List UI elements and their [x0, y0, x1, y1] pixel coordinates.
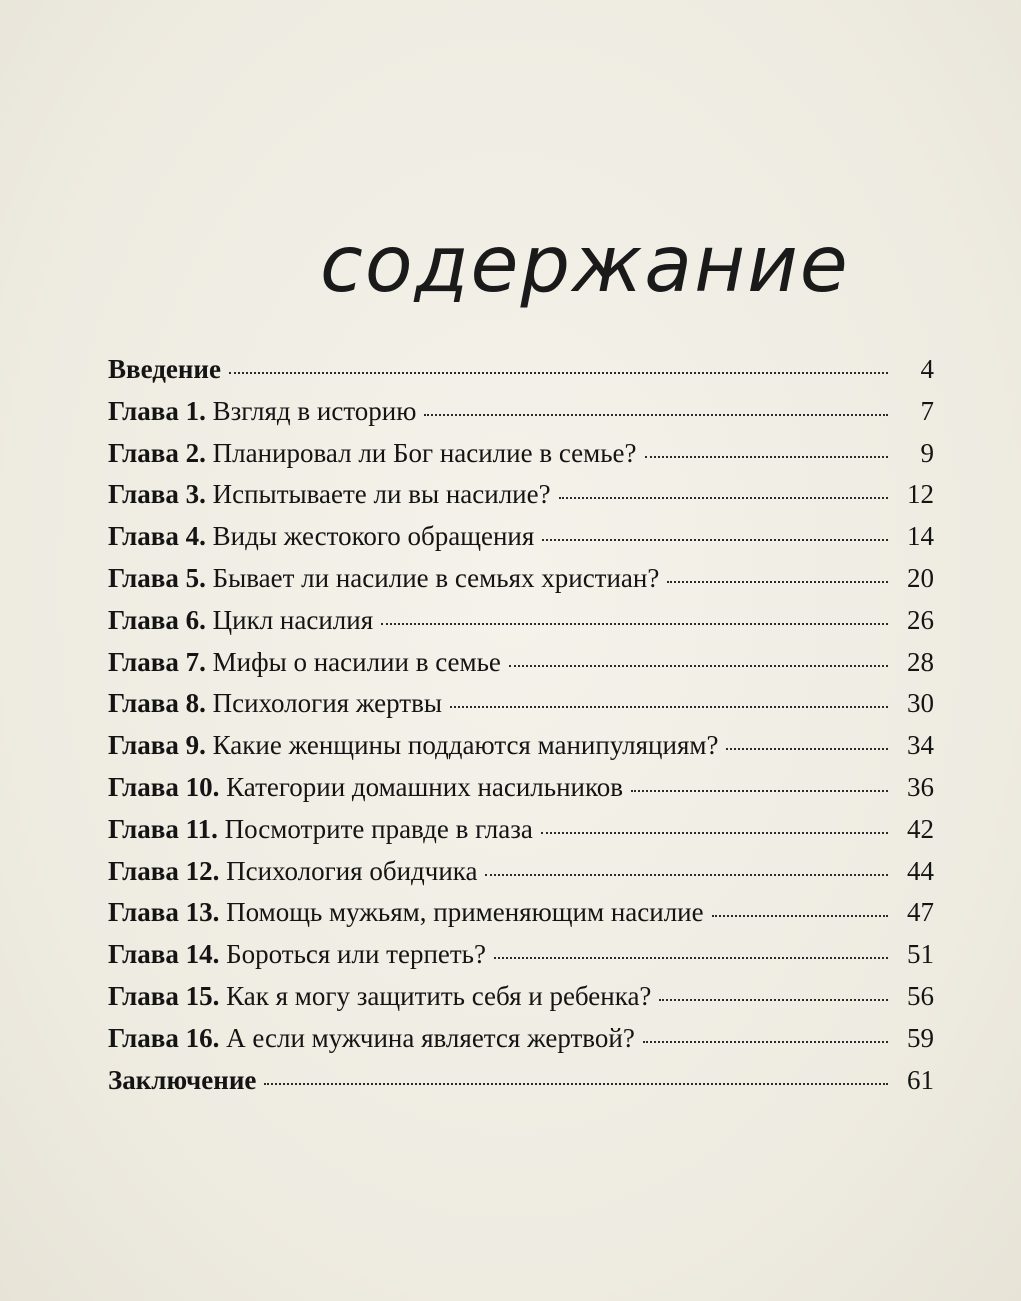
toc-chapter: Глава 10.: [108, 771, 220, 802]
toc-entry: [108, 897, 934, 939]
toc-entry: [108, 605, 934, 647]
toc-title: Помощь мужьям, применяющим насилие: [226, 897, 704, 928]
dot-leader: [631, 790, 888, 792]
toc-chapter: Глава 6.: [108, 604, 206, 635]
toc-entry: [108, 688, 934, 730]
toc-chapter: Глава 3.: [108, 479, 206, 510]
toc-page-number: 59: [907, 1022, 934, 1053]
toc-chapter: Глава 2.: [108, 437, 206, 468]
toc-entry: [108, 981, 934, 1023]
toc-title: Испытываете ли вы насилие?: [212, 479, 551, 510]
toc-entry: [108, 479, 934, 521]
toc-page-number: 7: [920, 395, 934, 426]
toc-chapter: Глава 5.: [108, 562, 206, 593]
toc-entry: [108, 563, 934, 605]
dot-leader: [726, 748, 888, 750]
toc-page-number: 4: [920, 354, 934, 384]
toc-chapter: Глава 15.: [108, 980, 220, 1011]
dot-leader: [485, 874, 888, 876]
dot-leader: [667, 581, 888, 583]
toc-page-number: 42: [907, 813, 934, 844]
toc-chapter: Глава 7.: [108, 646, 206, 677]
toc-page-number: 51: [907, 939, 934, 970]
dot-leader: [559, 497, 888, 499]
toc-entry: [108, 438, 934, 480]
toc-title: Посмотрите правде в глаза: [224, 813, 533, 844]
toc-chapter: Глава 11.: [108, 813, 218, 844]
toc-title: Бывает ли насилие в семьях христиан?: [212, 562, 660, 593]
toc-chapter: Глава 8.: [108, 688, 206, 719]
toc-title: Бороться или терпеть?: [226, 939, 486, 970]
toc-chapter: Глава 14.: [108, 939, 220, 970]
dot-leader: [645, 456, 888, 458]
dot-leader: [643, 1041, 888, 1043]
dot-leader: [450, 706, 888, 708]
toc-page-number: 56: [907, 980, 934, 1011]
toc-title: Виды жестокого обращения: [212, 521, 535, 552]
toc-entry: [108, 396, 934, 438]
toc-entry: [108, 939, 934, 981]
toc-title: А если мужчина является жертвой?: [226, 1022, 635, 1053]
toc-entry: [108, 772, 934, 814]
toc-title: Какие женщины поддаются манипуляциям?: [212, 730, 719, 761]
toc-chapter: Глава 13.: [108, 897, 220, 928]
toc-title: Как я могу защитить себя и ребенка?: [226, 980, 652, 1011]
toc-title: Психология обидчика: [226, 855, 478, 886]
toc-entry: [108, 354, 934, 396]
toc-chapter: Глава 16.: [108, 1022, 220, 1053]
dot-leader: [509, 665, 888, 667]
toc-chapter: Глава 12.: [108, 855, 220, 886]
toc-page-number: 44: [907, 855, 934, 886]
toc-entry: [108, 647, 934, 689]
toc-page-number: 61: [907, 1064, 934, 1095]
toc-title: Мифы о насилии в семье: [212, 646, 501, 677]
dot-leader: [264, 1083, 888, 1085]
dot-leader: [659, 999, 888, 1001]
toc-chapter: Заключение: [108, 1064, 257, 1095]
dot-leader: [229, 372, 888, 374]
toc-page-number: 34: [907, 730, 934, 761]
toc-entry: [108, 1023, 934, 1065]
toc-title: Планировал ли Бог насилие в семье?: [212, 437, 637, 468]
toc-chapter: Введение: [108, 354, 221, 384]
dot-leader: [542, 539, 888, 541]
toc-page-number: 14: [907, 521, 934, 552]
toc-page-number: 30: [907, 688, 934, 719]
toc-chapter: Глава 1.: [108, 395, 206, 426]
toc-chapter: Глава 4.: [108, 521, 206, 552]
page-title: содержание: [320, 220, 850, 310]
toc-page-number: 20: [907, 562, 934, 593]
toc-page-number: 28: [907, 646, 934, 677]
toc-entry: [108, 814, 934, 856]
toc-page-number: 47: [907, 897, 934, 928]
toc-page-number: 9: [920, 437, 934, 468]
toc-page-number: 36: [907, 771, 934, 802]
dot-leader: [541, 832, 888, 834]
dot-leader: [494, 957, 888, 959]
toc-title: Цикл насилия: [212, 604, 374, 635]
toc-title: Психология жертвы: [212, 688, 442, 719]
dot-leader: [424, 414, 888, 416]
dot-leader: [381, 623, 888, 625]
toc-entry: [108, 1065, 934, 1107]
toc-chapter: Глава 9.: [108, 730, 206, 761]
dot-leader: [712, 915, 888, 917]
toc-entry: [108, 856, 934, 898]
toc-title: Взгляд в историю: [212, 395, 417, 426]
toc-page-number: 12: [907, 479, 934, 510]
toc-page-number: 26: [907, 604, 934, 635]
toc-entry: [108, 521, 934, 563]
table-of-contents: [108, 354, 934, 1106]
toc-entry: [108, 730, 934, 772]
toc-title: Категории домашних насильников: [226, 771, 623, 802]
